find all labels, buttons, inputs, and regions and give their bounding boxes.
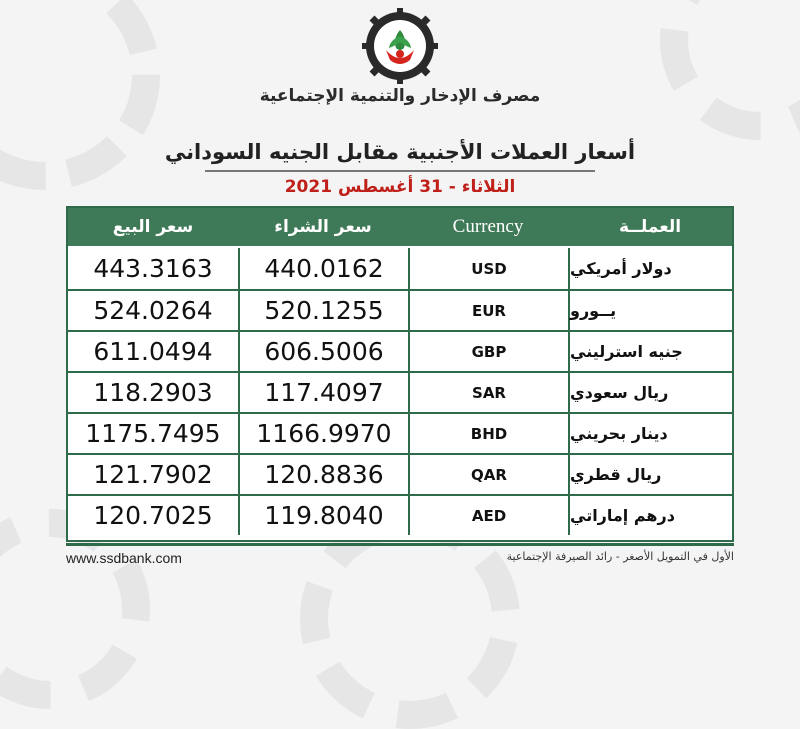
exchange-rate-table <box>66 206 734 542</box>
background-gear-decoration <box>660 0 800 140</box>
date-label: الثلاثاء - 31 أغسطس 2021 <box>284 177 516 197</box>
currency-name-cell: جنيه استرليني <box>568 332 732 371</box>
currency-code-cell: QAR <box>408 455 568 494</box>
currency-name-cell: دينار بحريني <box>568 414 732 453</box>
buy-price-cell: 520.1255 <box>238 291 408 330</box>
buy-price-cell: 117.4097 <box>238 373 408 412</box>
header-sell-price: سعر البيع <box>112 217 194 237</box>
footer-divider <box>66 543 734 546</box>
currency-code-cell: AED <box>408 496 568 535</box>
sell-price-cell: 611.0494 <box>93 337 213 366</box>
bank-name: مصرف الإدخار والتنمية الإجتماعية <box>259 86 541 106</box>
table-row <box>68 289 732 330</box>
table-header <box>68 208 732 246</box>
table-row <box>68 494 732 535</box>
page-title: أسعار العملات الأجنبية مقابل الجنيه السوداني <box>164 140 636 164</box>
sell-price-cell: 118.2903 <box>93 378 213 407</box>
table-row <box>68 453 732 494</box>
currency-name-cell: ريال سعودي <box>568 373 732 412</box>
bank-slogan: الأول في التمويل الأصغر - رائد الصيرفة الإجتماعية <box>506 550 734 563</box>
buy-price-cell: 1166.9970 <box>238 414 408 453</box>
sell-price-cell: 443.3163 <box>93 254 213 283</box>
buy-price-cell: 606.5006 <box>238 332 408 371</box>
currency-name-cell: يــورو <box>568 291 732 330</box>
table-body <box>68 248 732 535</box>
table-row <box>68 371 732 412</box>
background-gear-decoration <box>300 509 520 729</box>
table-row <box>68 248 732 289</box>
sell-price-cell: 120.7025 <box>93 501 213 530</box>
header-currency-name: العملــة <box>618 217 682 237</box>
currency-name-cell: ريال قطري <box>568 455 732 494</box>
buy-price-cell: 120.8836 <box>238 455 408 494</box>
buy-price-cell: 440.0162 <box>238 248 408 289</box>
table-row <box>68 330 732 371</box>
currency-name-cell: درهم إماراتي <box>568 496 732 535</box>
table-row <box>68 412 732 453</box>
currency-code-cell: GBP <box>408 332 568 371</box>
bank-logo <box>362 8 438 84</box>
buy-price-cell: 119.8040 <box>238 496 408 535</box>
header-buy-price: سعر الشراء <box>274 217 372 237</box>
sell-price-cell: 121.7902 <box>93 460 213 489</box>
header-currency-code: Currency <box>452 216 524 237</box>
sell-price-cell: 1175.7495 <box>85 419 221 448</box>
currency-code-cell: BHD <box>408 414 568 453</box>
website-link[interactable]: www.ssdbank.com <box>66 550 182 566</box>
title-underline <box>205 170 595 172</box>
currency-code-cell: SAR <box>408 373 568 412</box>
currency-name-cell: دولار أمريكي <box>568 248 732 289</box>
currency-code-cell: USD <box>408 248 568 289</box>
sell-price-cell: 524.0264 <box>93 296 213 325</box>
currency-code-cell: EUR <box>408 291 568 330</box>
